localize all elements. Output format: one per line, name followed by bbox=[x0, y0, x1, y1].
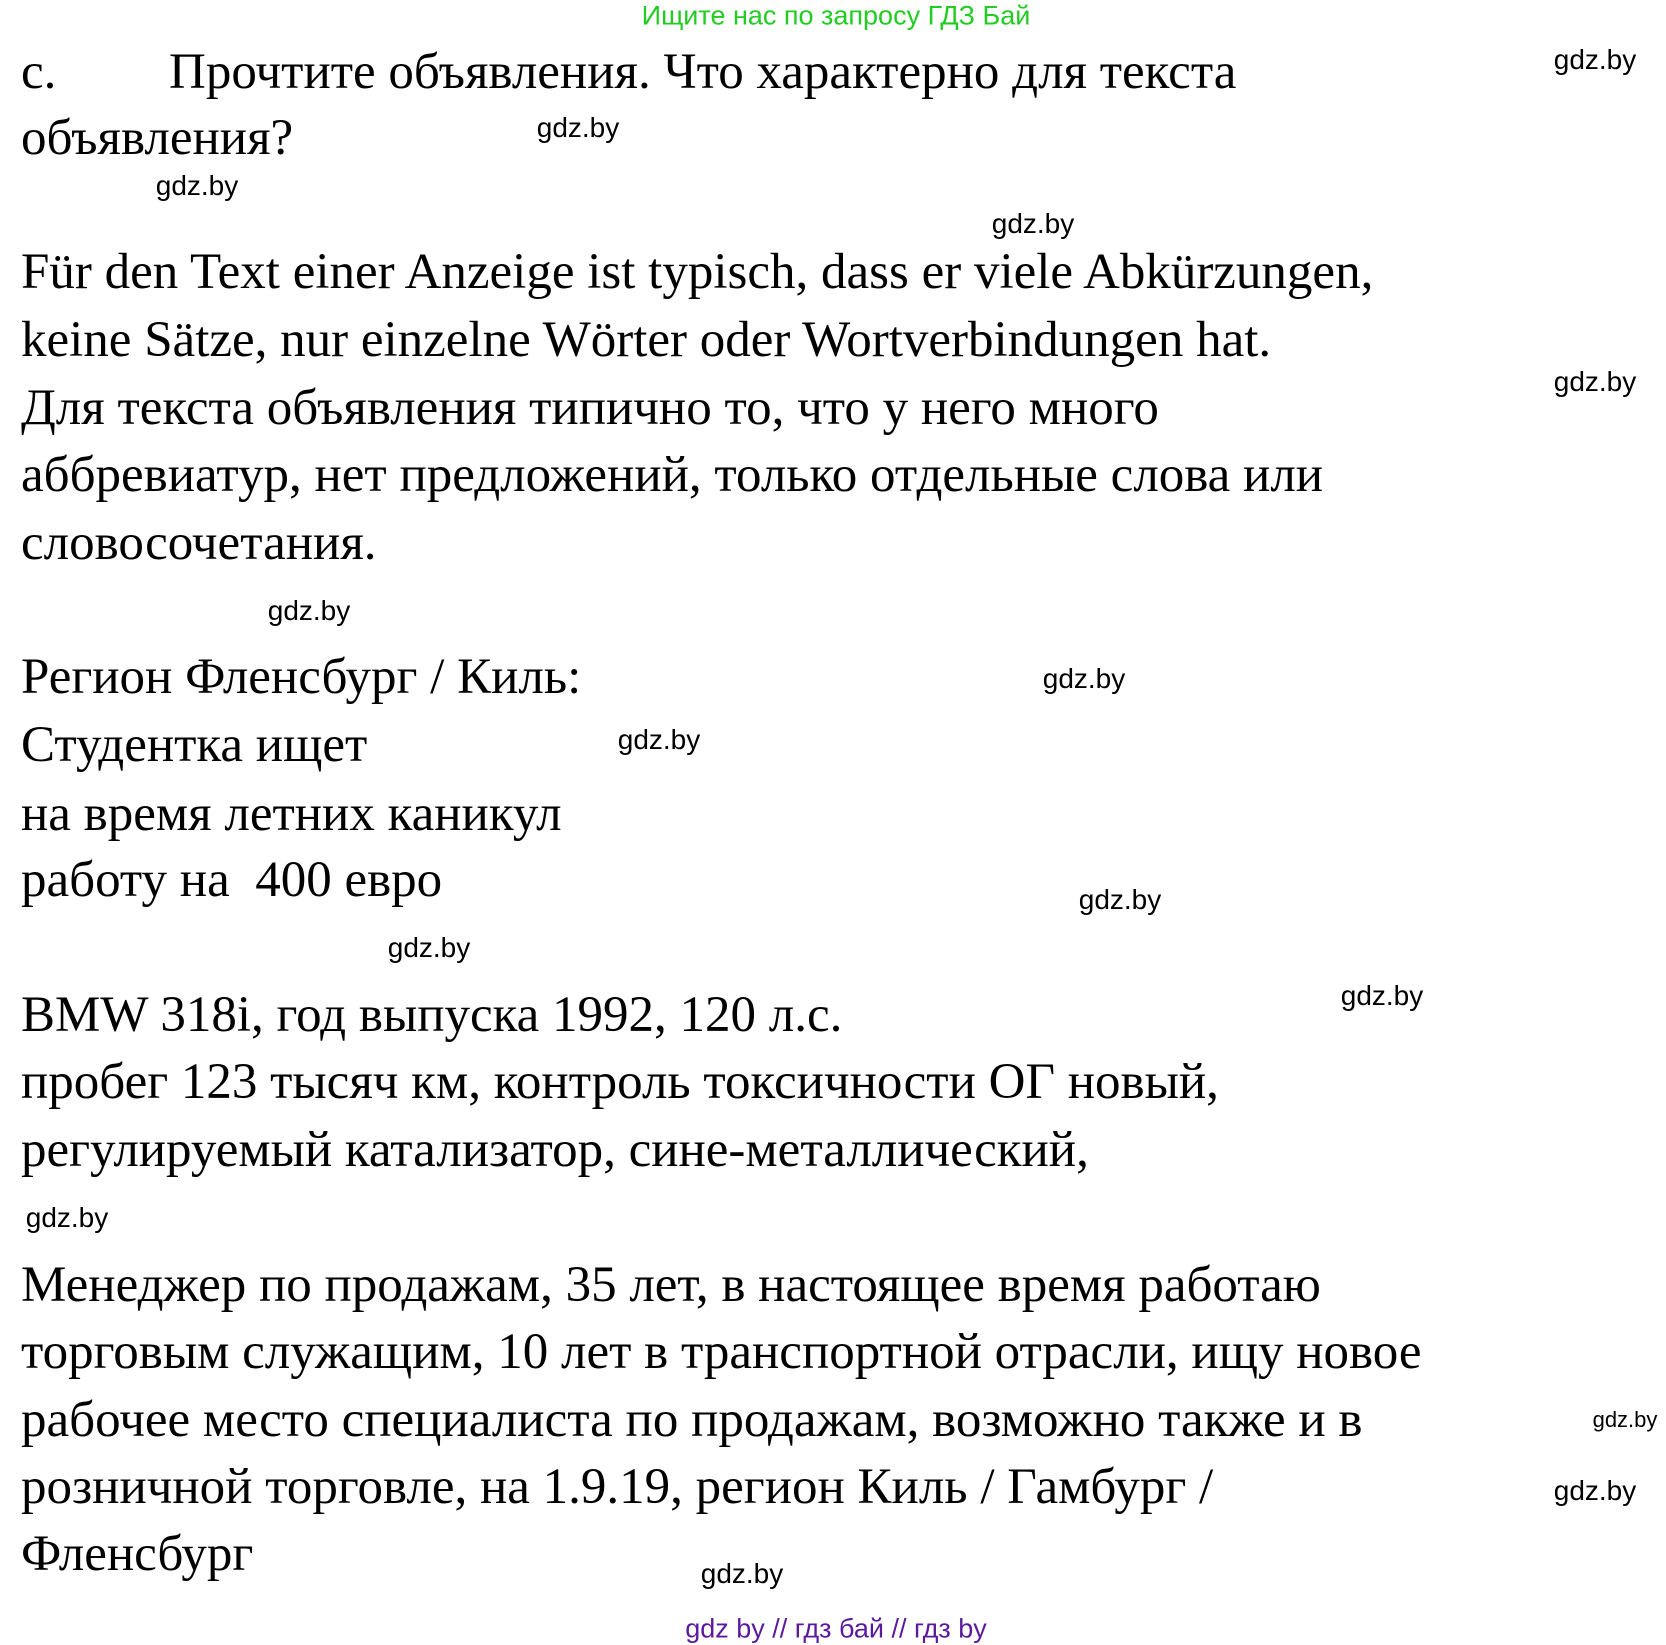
ad1-line: Студентка ищет bbox=[21, 717, 368, 773]
task-question-line-1 bbox=[21, 44, 1236, 100]
watermark: gdz.by bbox=[1592, 1407, 1658, 1432]
answer-german-line: keine Sätze, nur einzelne Wörter oder Wortverbindungen hat. bbox=[21, 312, 1272, 368]
ad3-line: Менеджер по продажам, 35 лет, в настоящее время работаю bbox=[21, 1257, 1321, 1313]
answer-russian-line: словосочетания. bbox=[21, 515, 377, 571]
question-text: Прочтите объявления. Что характерно для текста bbox=[169, 44, 1237, 100]
watermark: gdz.by bbox=[1078, 884, 1162, 915]
footer-links: gdz by // гдз бай // гдз by bbox=[685, 1613, 987, 1644]
watermark: gdz.by bbox=[536, 112, 620, 143]
ad2-line: пробег 123 тысяч км, контроль токсичности ОГ новый, bbox=[21, 1054, 1219, 1110]
ad2-line: BMW 318i, год выпуска 1992, 120 л.с. bbox=[21, 987, 843, 1043]
ad1-line: работу на 400 евро bbox=[21, 852, 443, 908]
watermark: gdz.by bbox=[700, 1558, 784, 1589]
answer-russian-line: аббревиатур, нет предложений, только отдельные слова или bbox=[21, 447, 1324, 503]
watermark: gdz.by bbox=[1042, 663, 1126, 694]
watermark: gdz.by bbox=[25, 1202, 109, 1233]
answer-russian-line: Для текста объявления типично то, что у него много bbox=[21, 380, 1159, 436]
watermark: gdz.by bbox=[155, 170, 239, 201]
watermark: gdz.by bbox=[387, 932, 471, 963]
ad3-line: рабочее место специалиста по продажам, возможно также и в bbox=[21, 1392, 1363, 1448]
search-banner: Ищите нас по запросу ГДЗ Бай bbox=[641, 0, 1031, 31]
ad1-line: на время летних каникул bbox=[21, 786, 562, 842]
ad3-line: Фленсбург bbox=[21, 1526, 254, 1582]
ad3-line: розничной торговле, на 1.9.19, регион Киль / Гамбург / bbox=[21, 1459, 1214, 1515]
task-question-line-2: объявления? bbox=[21, 110, 294, 166]
task-letter: c. bbox=[21, 44, 57, 100]
watermark: gdz.by bbox=[1340, 980, 1424, 1011]
ad3-line: торговым служащим, 10 лет в транспортной отрасли, ищу новое bbox=[21, 1324, 1422, 1380]
watermark: gdz.by bbox=[617, 724, 701, 755]
answer-german-line: Für den Text einer Anzeige ist typisch, dass er viele Abkürzungen, bbox=[21, 244, 1374, 300]
watermark: gdz.by bbox=[1553, 366, 1637, 397]
ad2-line: регулируемый катализатор, сине-металлический, bbox=[21, 1122, 1089, 1178]
watermark: gdz.by bbox=[1553, 1475, 1637, 1506]
ad1-line: Регион Фленсбург / Киль: bbox=[21, 649, 582, 705]
watermark: gdz.by bbox=[1553, 44, 1637, 75]
watermark: gdz.by bbox=[991, 208, 1075, 239]
watermark: gdz.by bbox=[267, 595, 351, 626]
